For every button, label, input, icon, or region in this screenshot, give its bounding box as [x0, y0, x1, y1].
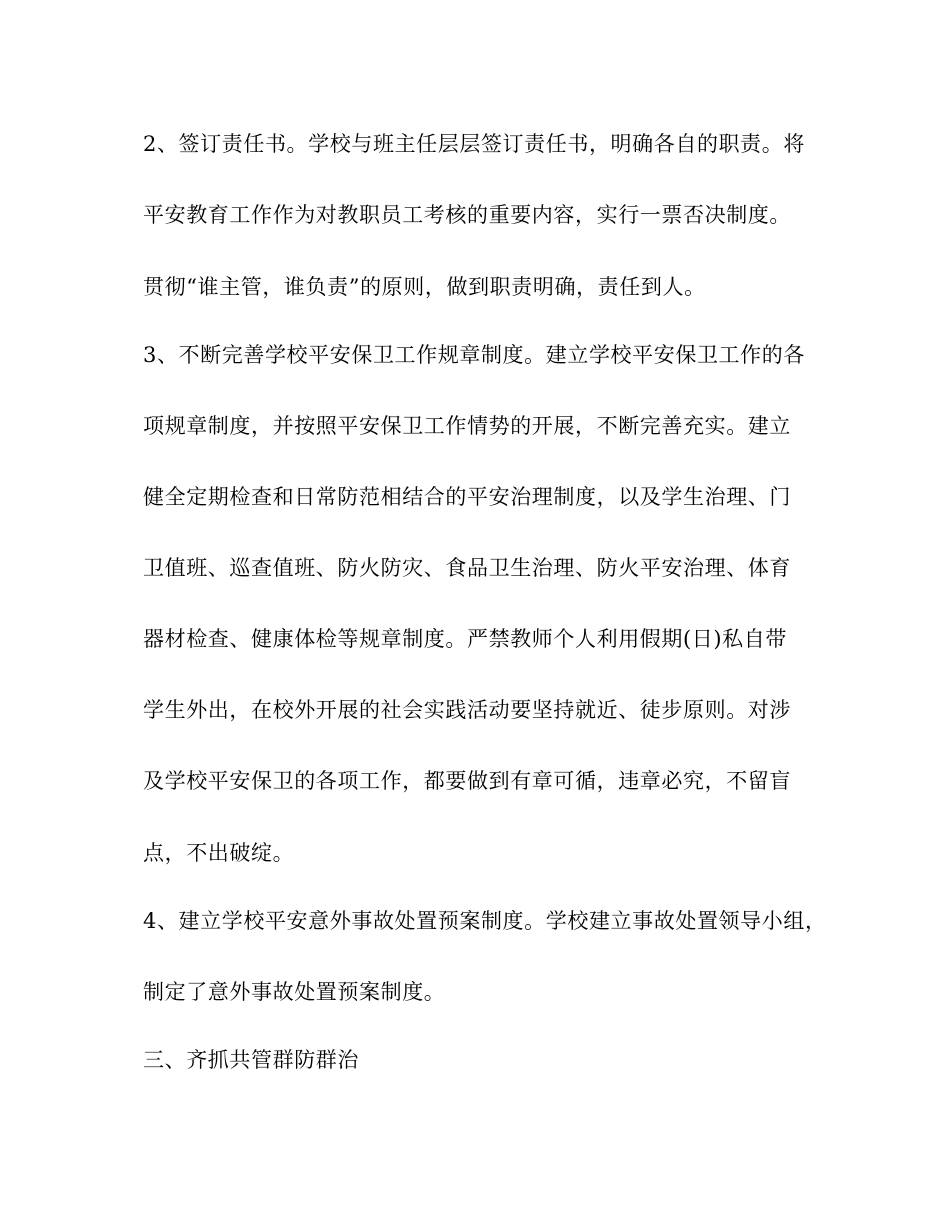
- paragraph-line: 平安教育工作作为对教职员工考核的重要内容，实行一票否决制度。: [143, 203, 791, 227]
- paragraph-line: 项规章制度，并按照平安保卫工作情势的开展，不断完善充实。建立: [143, 414, 791, 438]
- paragraph-line: 器材检查、健康体检等规章制度。严禁教师个人利用假期(日)私自带: [143, 627, 787, 651]
- paragraph-line: 4、建立学校平安意外事故处置预案制度。学校建立事故处置领导小组，: [143, 909, 827, 933]
- section-heading: 三、齐抓共管群防群治: [143, 1048, 359, 1072]
- paragraph-line: 卫值班、巡查值班、防火防灾、食品卫生治理、防火平安治理、体育: [143, 556, 791, 580]
- paragraph-line: 及学校平安保卫的各项工作，都要做到有章可循，违章必究，不留盲: [143, 769, 791, 793]
- paragraph-line: 2、签订责任书。学校与班主任层层签订责任书，明确各自的职责。将: [143, 132, 805, 156]
- paragraph-line: 制定了意外事故处置预案制度。: [143, 980, 446, 1004]
- paragraph-line: 贯彻“谁主管，谁负责”的原则，做到职责明确，责任到人。: [143, 275, 706, 299]
- paragraph-line: 学生外出，在校外开展的社会实践活动要坚持就近、徒步原则。对涉: [143, 698, 791, 722]
- paragraph-line: 3、不断完善学校平安保卫工作规章制度。建立学校平安保卫工作的各: [143, 343, 805, 367]
- paragraph-line: 点，不出破绽。: [143, 841, 295, 865]
- paragraph-line: 健全定期检查和日常防范相结合的平安治理制度，以及学生治理、门: [143, 485, 791, 509]
